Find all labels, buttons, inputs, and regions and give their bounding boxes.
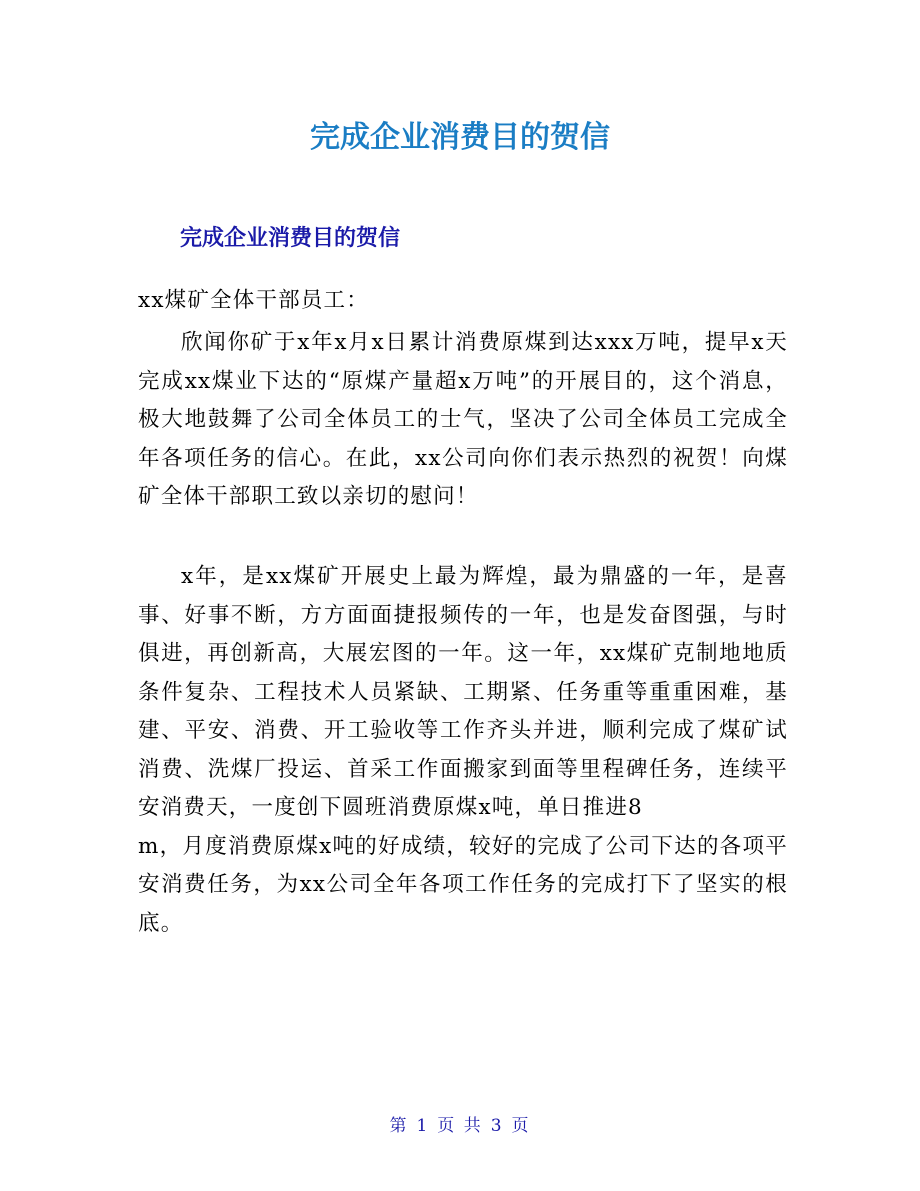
footer-prefix: 第 bbox=[389, 1116, 409, 1136]
page-footer bbox=[0, 1114, 920, 1138]
footer-suffix: 页 bbox=[511, 1116, 531, 1136]
salutation: xx煤矿全体干部员工： bbox=[138, 288, 369, 313]
footer-middle: 页 共 bbox=[437, 1116, 483, 1136]
footer-total-pages: 3 bbox=[490, 1116, 504, 1136]
page-title: 完成企业消费目的贺信 bbox=[310, 120, 610, 155]
paragraph-2-part-1: x年，是xx煤矿开展史上最为辉煌，最为鼎盛的一年，是喜事、好事不断，方方面面捷报频传的一年，也是发奋图强，与时俱进，再创新高，大展宏图的一年。这一年，xx煤矿克制地地质条件复杂、工程技术人员紧缺、工期紧、任务重等重重困难，基建、平安、消费、开工验收等工作齐头并进，顺利完成了煤矿试消费、洗煤厂投运、首采工作面搬家到面等里程碑任务，连续平安消费天，一度创下圆班消费原煤x吨，单日推进8 bbox=[138, 564, 788, 820]
section-heading: 完成企业消费目的贺信 bbox=[180, 226, 401, 251]
paragraph-2-part-2: m，月度消费原煤x吨的好成绩，较好的完成了公司下达的各项平安消费任务，为xx公司全年各项工作任务的完成打下了坚实的根底。 bbox=[138, 833, 788, 936]
footer-current-page: 1 bbox=[416, 1116, 430, 1136]
paragraph-1: 欣闻你矿于x年x月x日累计消费原煤到达xxx万吨，提早x天完成xx煤业下达的“原煤产量超x万吨”的开展目的，这个消息，极大地鼓舞了公司全体员工的士气，坚决了公司全体员工完成全年各项任务的信心。在此，xx公司向你们表示热烈的祝贺！向煤矿全体干部职工致以亲切的慰问！ bbox=[138, 330, 788, 509]
paragraph-2 bbox=[138, 558, 788, 943]
